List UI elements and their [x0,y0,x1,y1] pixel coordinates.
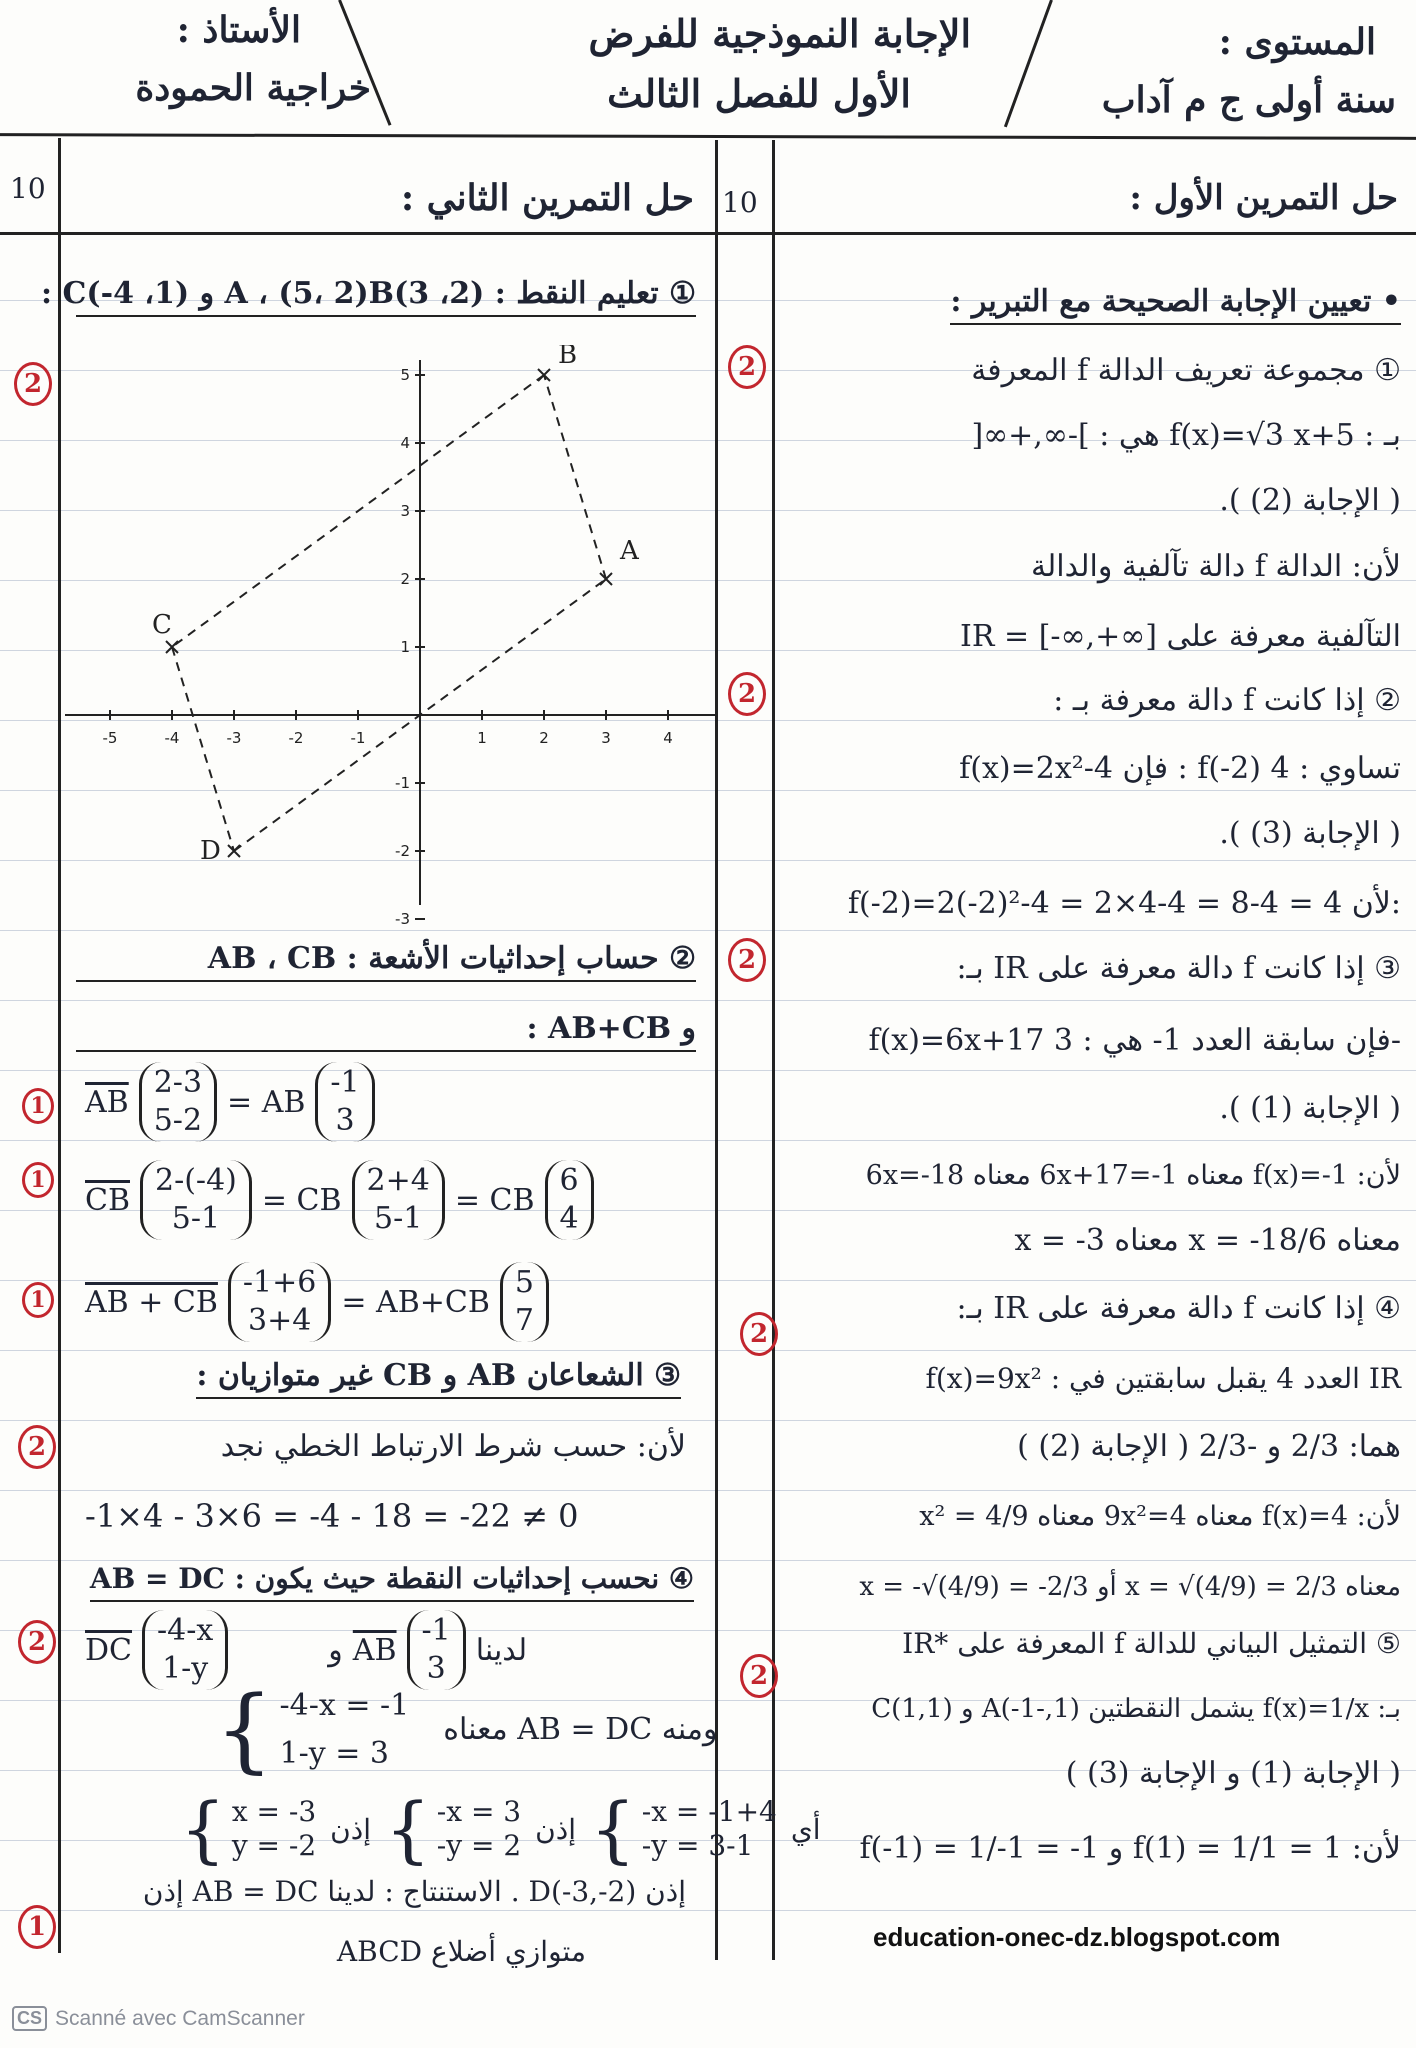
camscanner-text: Scanné avec CamScanner [55,2006,305,2030]
vec-sum-label: AB + CB [85,1284,218,1320]
ex1-q4-line2: f(x)=9x² : العدد 4 يقبل سابقتين في IR [925,1362,1401,1395]
sys4-top: x = -3 [231,1795,317,1828]
vec-sum-top: -1+6 [242,1265,317,1300]
q4-so: إذن [535,1812,576,1846]
vec-cb-bot: 5-1 [171,1201,221,1236]
ex1-q1-line4: لأن: الدالة f دالة تآلفية والدالة [1031,549,1401,584]
level-value: سنة أولى ج م آداب [1101,79,1396,121]
ex1-q4-line3: هما: 2/3 و -2/3 ( الإجابة (2) ) [1017,1429,1401,1464]
q4-any: أي [790,1812,821,1846]
watermark-url: education-onec-dz.blogspot.com [873,1922,1281,1952]
parallelogram-side [172,375,544,647]
ex2-q3-calc: -1×4 - 3×6 = -4 - 18 = -22 ≠ 0 [85,1497,579,1535]
ex2-vector-cb [85,1160,594,1240]
level-label: المستوى : [1218,21,1376,63]
score-mark: 2 [728,938,766,982]
vec-ab2-matrix [407,1610,466,1690]
coordinate-graph [65,345,715,925]
vec-ab2-top: -1 [421,1613,451,1648]
ex1-q1-line5: التآلفية معرفة على [∞+,∞-] = IR [960,619,1401,654]
ex2-q4-final: ABCD متوازي أضلاع [336,1935,586,1968]
vec-ab-eq: = AB [227,1084,306,1120]
vec-cb-rtop: 6 [559,1163,579,1198]
y-tick-label: -2 [395,842,410,860]
vec-ab-top: 2-3 [153,1065,203,1100]
teacher-label: الأستاذ : [176,9,301,51]
x-tick-label: 3 [601,729,611,747]
ex1-q3-line2: f(x)=6x+17 فإن سابقة العدد 1- هي : 3- [868,1023,1401,1058]
ex1-q1-line2: بـ : f(x)=√3 x+5 هي : ]-∞,+∞[ [971,418,1401,453]
sys3-top: -x = 3 [436,1795,522,1828]
vec-cb-eq1: = CB [261,1182,342,1218]
ex1-q2-line4: f(-2)=2(-2)²-4 = 2×4-4 = 8-4 = 4 لأن: [847,886,1401,921]
x-tick-label: -3 [226,729,242,747]
point-marker [166,641,178,653]
sys1-top: -4-x = -1 [279,1688,410,1723]
ex2-vector-ab [85,1062,375,1142]
ex1-q4-line5: معناه x = √(4/9) = 2/3 أو x = -√(4/9) = -2/3 [859,1572,1401,1602]
sys2-bot: -y = 3-1 [641,1829,754,1862]
ex2-vector-sum [85,1262,549,1342]
sys3-bot: -y = 2 [436,1829,522,1862]
title-line1: الإجابة النموذجية للفرض [588,11,971,56]
ex2-q3: ③ الشعاعان AB و CB غير متوازيان : [196,1357,681,1399]
vec-ab-result [315,1062,374,1142]
vec-ab2-label: $\overline{AB}$ [352,1632,397,1668]
score-mark: 1 [22,1282,54,1318]
ex1-q5-line4: لأن: f(1) = 1/1 = 1 و f(-1) = 1/-1 = -1 [859,1831,1401,1866]
q4-and: و [328,1632,343,1668]
vec-cb-eq2: = CB [454,1182,535,1218]
x-tick-label: 4 [663,729,673,747]
vec-cb-mid [352,1160,445,1240]
ex1-q1-line1: ① مجموعة تعريف الدالة f المعرفة [971,353,1401,388]
point-label: B [558,345,578,370]
x-tick-label: -4 [164,729,180,747]
camscanner-badge [12,2006,305,2031]
ex1-q4-line1: ④ إذا كانت f دالة معرفة على IR بـ: [956,1291,1401,1326]
q4-have: لدينا [475,1632,528,1668]
score-mark: 2 [18,1620,56,1664]
left-score: 10 [10,172,46,205]
vec-cb-mbot: 5-1 [374,1201,423,1236]
vec-ab-rtop: -1 [330,1065,360,1100]
ex2-q4-result: إذن D(-3,-2) . الاستنتاج : لدينا AB = DC إذن [142,1875,686,1908]
ex1-q3-line4: لأن: f(x)=-1 معناه 6x+17=-1 معناه 6x=-18 [865,1160,1401,1191]
x-tick-label: 1 [477,729,487,747]
ex1-q2-line1: ② إذا كانت f دالة معرفة بـ : [1053,683,1401,718]
score-mark: 1 [22,1162,54,1198]
ex2-q2-line2: و AB+CB : [76,1010,696,1052]
right-heading: حل التمرين الأول : [1129,178,1398,218]
point-marker [538,369,550,381]
ex2-q1: ① تعليم النقط : (2، 3)A ، (5، 2)B و (1، 4-)C : [76,275,696,317]
vec-cb-top: 2-(-4) [155,1163,237,1198]
score-mark: 2 [740,1654,778,1698]
x-tick-label: -5 [102,729,118,747]
vec-sum-matrix [228,1262,331,1342]
y-tick-label: 2 [400,570,410,588]
y-tick-label: 5 [400,366,410,384]
score-mark: 1 [18,1905,56,1949]
score-mark: 1 [22,1088,54,1124]
vec-sum-rbot: 7 [514,1303,534,1338]
left-heading: حل التمرين الثاني : [400,177,694,219]
camscanner-logo-icon: CS [12,2006,47,2031]
heading-divider [0,232,1416,235]
score-mark: 2 [14,362,52,406]
sys2-top: -x = -1+4 [641,1795,777,1828]
header-sep-right [1004,0,1053,127]
ex2-q3-reason: لأن: حسب شرط الارتباط الخطي نجد [220,1429,686,1464]
y-tick-label: -3 [395,910,410,925]
ex1-q5-line3: ( الإجابة (1) و الإجابة (3) ) [1065,1756,1401,1791]
y-tick-label: 3 [400,502,410,520]
x-tick-label: -2 [288,729,304,747]
ex1-q3-line5: معناه x = -18/6 معناه x = -3 [1014,1223,1401,1258]
vec-ab-label: $\overline{AB}$ [85,1084,129,1120]
title-line2: الأول للفصل الثالث [607,71,911,116]
score-mark: 2 [728,345,766,389]
vec-cb-result [545,1160,594,1240]
ex1-q3-line3: ( الإجابة (1) ). [1219,1091,1401,1126]
vec-cb-rbot: 4 [559,1201,579,1236]
point-label: D [200,836,221,866]
ex2-q4-system1: { -4-x = -1 1-y = 3 ومنه AB = DC معناه [215,1676,718,1783]
ex1-q5-line2: بـ: f(x)=1/x يشمل النقطتين (1,-1-)A و (1,1)C [871,1694,1401,1724]
ex1-intro: • تعيين الإجابة الصحيحة مع التبرير : [950,283,1401,325]
vec-dc-bot: 1-y [162,1651,209,1686]
ex1-q4-line4: لأن: f(x)=4 معناه 9x²=4 معناه x² = 4/9 [919,1501,1401,1532]
score-mark: 2 [18,1425,56,1469]
score-mark: 2 [728,672,766,716]
score-mark: 2 [740,1312,778,1356]
ex1-q1-line3: ( الإجابة (2) ). [1219,483,1401,518]
vec-cb-label: $\overline{CB}$ [85,1182,130,1218]
vec-dc-top: -4-x [157,1613,214,1648]
vec-ab-matrix [139,1062,217,1142]
vec-ab2-bot: 3 [426,1651,446,1686]
ex1-q3-line1: ③ إذا كانت f دالة معرفة على IR بـ: [956,951,1401,986]
vec-sum-eq: = AB+CB [341,1284,490,1320]
vec-sum-bot: 3+4 [247,1303,312,1338]
y-tick-label: 1 [400,638,410,656]
point-marker [600,573,612,585]
point-label: A [620,536,639,566]
y-tick-label: -1 [395,774,410,792]
ex2-q2-line1: ② حساب إحداثيات الأشعة : AB ، CB [76,940,696,982]
x-tick-label: -1 [350,729,366,747]
sys1-bot: 1-y = 3 [279,1736,390,1771]
teacher-name: خراجية الحمودة [135,67,371,109]
ex1-q2-line2: f(x)=2x²-4 فإن : f(-2) تساوي : 4 [959,751,1401,786]
point-label: C [152,610,172,640]
point-marker [228,845,240,857]
header-divider [0,133,1416,140]
x-tick-label: 2 [539,729,549,747]
ex2-q4-vectors [85,1610,527,1690]
vec-ab-bot: 5-2 [153,1103,203,1138]
vec-cb-mtop: 2+4 [366,1163,430,1198]
parallelogram-side [172,647,234,851]
q4-so2: إذن [330,1812,371,1846]
vec-cb-matrix [140,1160,252,1240]
ex1-q5-line1: ⑤ التمثيل البياني للدالة f المعرفة على *IR [902,1627,1401,1660]
vec-sum-rtop: 5 [514,1265,534,1300]
ex1-q2-line3: ( الإجابة (3) ). [1219,816,1401,851]
vec-ab-rbot: 3 [335,1103,355,1138]
y-tick-label: 4 [400,434,410,452]
sys4-bot: y = -2 [231,1829,317,1862]
parallelogram-side [544,375,606,579]
ex2-q4: ④ نحسب إحداثيات النقطة حيث يكون : AB = DC [90,1560,694,1602]
q4-from: ومنه AB = DC معناه [443,1712,718,1747]
vec-sum-result [500,1262,549,1342]
right-score: 10 [722,186,758,219]
ex2-q4-systems: { x = -3 y = -2 إذن { -x = 3 -y = 2 إذن { -x = -1+4 -y = 3-1 أي [180,1787,821,1871]
vec-dc-label: $\overline{DC}$ [85,1632,133,1668]
left-margin-line [58,138,61,1953]
